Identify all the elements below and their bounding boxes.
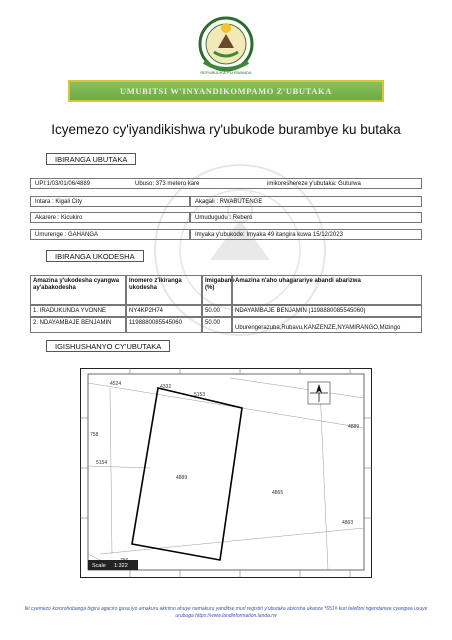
- header-representative: Amazina n'aho uhagarariye abandi abarizwa: [232, 275, 422, 305]
- label-758: 758: [90, 432, 99, 438]
- village-value: Umudugudu : Rebero: [195, 214, 253, 221]
- scale-value: 1:322: [114, 563, 128, 569]
- cadastral-map: [80, 368, 372, 578]
- lease-field: [190, 229, 422, 240]
- table-row-1-rep: NDAYAMBAJE BENJAMIN (1198880085545060): [232, 305, 422, 317]
- sector-field: [30, 229, 190, 240]
- parcel-id-row: [30, 178, 422, 189]
- village-field: [190, 212, 422, 223]
- land-use-value: imikoreshereze y'ubutaka: Guturwa: [267, 180, 361, 187]
- table-row-1-id: NY4KP2H74: [126, 305, 202, 317]
- cell-value: Akagali : RWABUTENGE: [195, 198, 263, 205]
- header-shares: Imigabane (%): [202, 275, 232, 305]
- section-map-heading: IGISHUSHANYO CY'UBUTAKA: [46, 340, 170, 352]
- lessee-table: [30, 275, 422, 333]
- table-row-2-id: 1198880085545060: [126, 317, 202, 333]
- label-4865: 4865: [272, 490, 284, 496]
- label-4889-east: 4889: [348, 424, 360, 430]
- lease-value: Imyaka y'ubukode: Imyaka 49 itangira kuwa 15/12/2023: [195, 231, 343, 238]
- label-4524: 4524: [110, 381, 122, 387]
- label-5153: 5153: [194, 392, 206, 398]
- table-row-2-rep: Uburengerazuba,Rubavu,KANZENZE,NYAMIRANGO,Mizingo: [232, 317, 422, 333]
- footer-note: Iki cyemezo kororohobanga bigira agaciro gusa iyo amakuru akirimo ahuye namakuru yanditse murl registiri y'ubutaka abicisha ukanze *651# kuri telefoni ngendanwa cyangwa usuye urubuga https://www.landinformation.landa.rw: [24, 606, 428, 619]
- seal-text: REPUBULIKA Y'U RWANDA: [200, 70, 252, 75]
- label-4332: 4332: [160, 384, 172, 390]
- registrar-banner: [68, 80, 384, 102]
- area-value: Ubuso: 373 metero kare: [135, 180, 200, 187]
- district-value: Akarere : Kicukiro: [35, 214, 83, 221]
- table-row-1-name: 1. IRADUKUNDA YVONNE: [30, 305, 126, 317]
- table-row-1-share: 50.00: [202, 305, 232, 317]
- banner-text: UMUBITSI W'INYANDIKOMPAMO Z'UBUTAKA: [120, 86, 332, 96]
- cell-field: [190, 196, 422, 207]
- section-parcel-heading: IBIRANGA UBUTAKA: [46, 153, 136, 165]
- label-5154: 5154: [96, 460, 108, 466]
- header-lessee-id: Inomero z'ikiranga ukodesha: [126, 275, 202, 305]
- province-field: [30, 196, 190, 207]
- certificate-title: Icyemezo cy'iyandikishwa ry'ubukode burambye ku butaka: [51, 122, 401, 137]
- scale-label: Scale: [92, 563, 106, 569]
- section-lessee-heading: IBIRANGA UKODESHA: [46, 250, 144, 262]
- table-row-2-name: 2. NDAYAMBAJE BENJAMIN: [30, 317, 126, 333]
- watermark-seal: [150, 140, 330, 370]
- north-arrow-icon: [308, 382, 330, 404]
- sector-value: Umurenge : GAHANGA: [35, 231, 99, 238]
- province-value: Intara : Kigali City: [35, 198, 83, 205]
- upi-value: UPI:1/03/01/06/4889: [35, 180, 91, 187]
- label-4889: 4889: [176, 475, 188, 481]
- table-row-2-share: 50.00: [202, 317, 232, 333]
- label-4863: 4863: [342, 520, 354, 526]
- district-field: [30, 212, 190, 223]
- header-lessee-name: Amazina y'ukodesha cyangwa ay'abakodesha: [30, 275, 126, 305]
- rwanda-seal-logo: [190, 14, 262, 80]
